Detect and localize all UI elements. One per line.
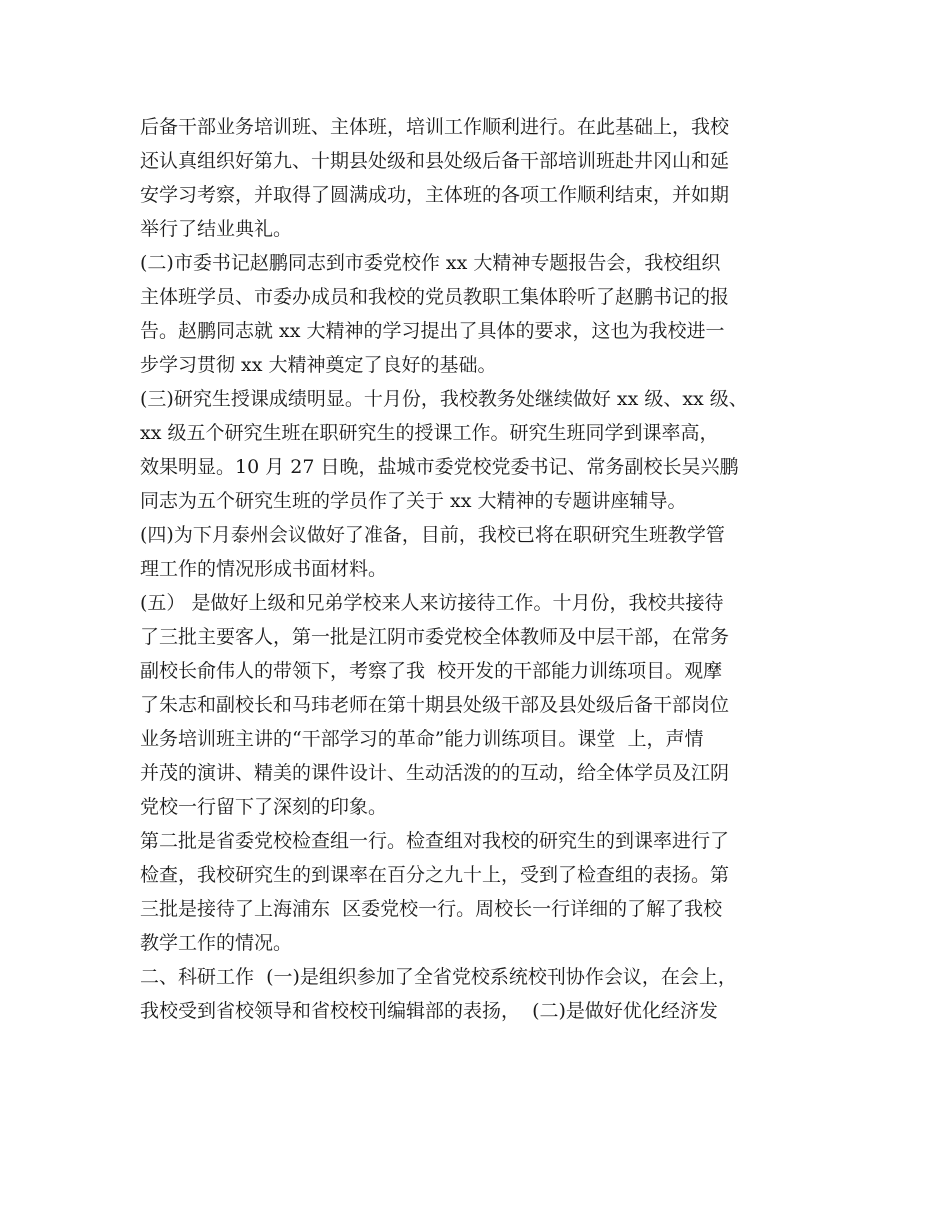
text-line: 并茂的演讲、精美的课件设计、生动活泼的的互动，给全体学员及江阴	[140, 762, 730, 784]
text-line: (四)为下月泰州会议做好了准备，目前，我校已将在职研究生班教学管	[140, 524, 725, 546]
text-line: 还认真组织好第九、十期县处级和县处级后备干部培训班赴井冈山和延	[140, 150, 730, 172]
text-line: 举行了结业典礼。	[140, 218, 293, 240]
text-line: 第二批是省委党校检查组一行。检查组对我校的研究生的到课率进行了	[140, 830, 730, 852]
text-line: 党校一行留下了深刻的印象。	[140, 796, 388, 818]
text-line: 后备干部业务培训班、主体班，培训工作顺利进行。在此基础上，我校	[140, 116, 730, 138]
text-line: 理工作的情况形成书面材料。	[140, 558, 388, 580]
text-line: 效果明显。10 月 27 日晚，盐城市委党校党委书记、常务副校长吴兴鹏	[140, 456, 739, 478]
text-line: xx 级五个研究生班在职研究生的授课工作。研究生班同学到课率高，	[140, 422, 719, 444]
text-line: 了朱志和副校长和马玮老师在第十期县处级干部及县处级后备干部岗位	[140, 694, 730, 716]
text-line: 三批是接待了上海浦东 区委党校一行。周校长一行详细的了解了我校	[140, 898, 723, 920]
text-line: 业务培训班主讲的“干部学习的革命”能力训练项目。课堂 上，声情	[140, 728, 704, 750]
text-line: 了三批主要客人，第一批是江阴市委党校全体教师及中层干部，在常务	[140, 626, 730, 648]
text-line: (三)研究生授课成绩明显。十月份，我校教务处继续做好 xx 级、xx 级、	[140, 388, 748, 410]
text-line: 主体班学员、市委办成员和我校的党员教职工集体聆听了赵鹏书记的报	[140, 286, 730, 308]
text-line: (二)市委书记赵鹏同志到市委党校作 xx 大精神专题报告会，我校组织	[140, 252, 721, 274]
text-line: 二、科研工作 (一)是组织参加了全省党校系统校刊协作会议，在会上，	[140, 966, 737, 988]
text-line: 同志为五个研究生班的学员作了关于 xx 大精神的专题讲座辅导。	[140, 490, 687, 512]
text-line: 检查，我校研究生的到课率在百分之九十上，受到了检查组的表扬。第	[140, 864, 730, 886]
text-line: 我校受到省校领导和省校校刊编辑部的表扬， (二)是做好优化经济发	[140, 1000, 718, 1022]
text-line: (五） 是做好上级和兄弟学校来人来访接待工作。十月份，我校共接待	[140, 592, 724, 614]
text-line: 安学习考察，并取得了圆满成功，主体班的各项工作顺利结束，并如期	[140, 184, 730, 206]
document-body	[140, 110, 820, 1028]
text-line: 步学习贯彻 xx 大精神奠定了良好的基础。	[140, 354, 497, 376]
text-line: 副校长俞伟人的带领下，考察了我 校开发的干部能力训练项目。观摩	[140, 660, 723, 682]
text-line: 教学工作的情况。	[140, 932, 293, 954]
text-line: 告。赵鹏同志就 xx 大精神的学习提出了具体的要求，这也为我校进一	[140, 320, 725, 342]
